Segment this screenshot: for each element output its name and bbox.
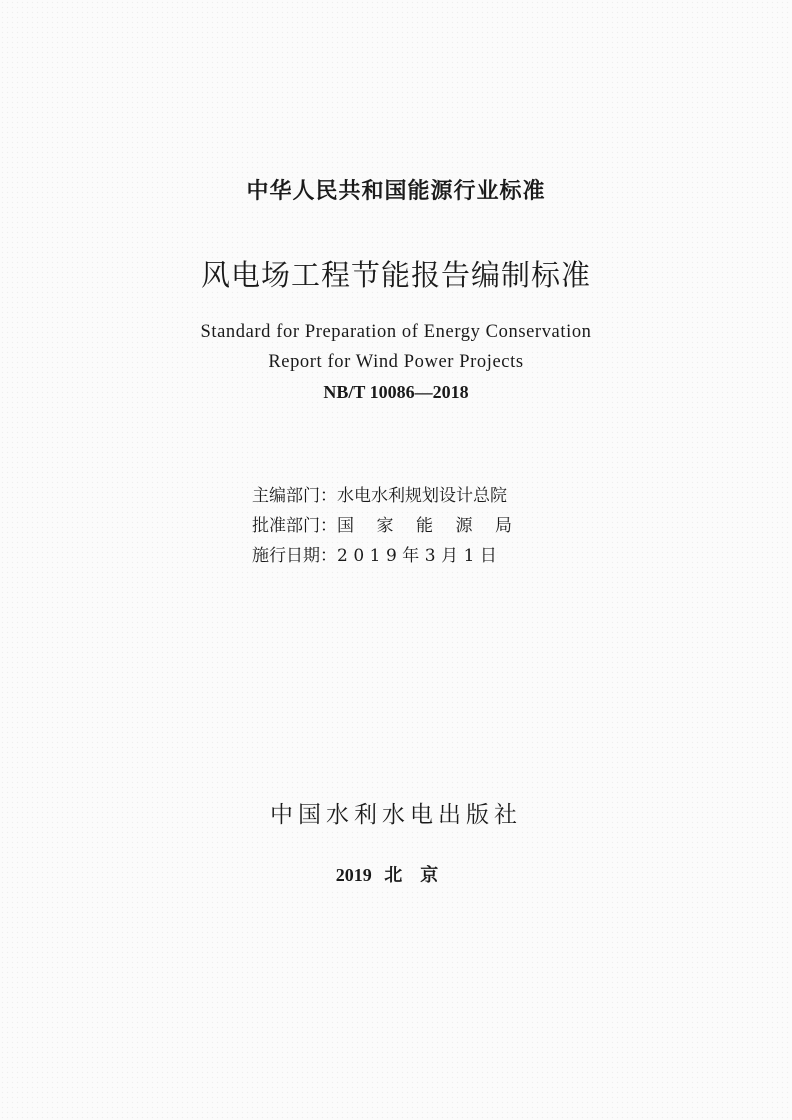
approver-char: 国 (337, 516, 354, 536)
publication-city: 北京 (384, 865, 457, 886)
effective-date-value: 2019年3月1日 (337, 546, 503, 566)
publication-year: 2019 (335, 865, 372, 885)
approver-char: 源 (455, 516, 473, 536)
effective-date-label: 施行日期： (252, 546, 337, 566)
standard-code: NB/T 10086—2018 (323, 382, 469, 402)
english-title-line-1: Standard for Preparation of Energy Conservation (200, 322, 592, 342)
effective-date-row (252, 541, 502, 566)
approver-value (337, 516, 535, 536)
publisher-name: 中国水利水电出版社 (270, 802, 522, 828)
editor-department-row (252, 481, 507, 506)
publication-year-city (0, 861, 792, 887)
approver-char: 局 (495, 516, 512, 536)
chinese-title: 风电场工程节能报告编制标准 (200, 258, 591, 292)
editor-label: 主编部门： (252, 486, 337, 506)
issuer-heading: 中华人民共和国能源行业标准 (246, 179, 546, 204)
english-title-line-2: Report for Wind Power Projects (268, 352, 524, 372)
approver-department-row (252, 511, 535, 536)
approver-label: 批准部门： (252, 516, 337, 536)
approver-char: 家 (376, 516, 394, 536)
approver-char: 能 (416, 516, 433, 536)
editor-value: 水电水利规划设计总院 (337, 486, 507, 506)
